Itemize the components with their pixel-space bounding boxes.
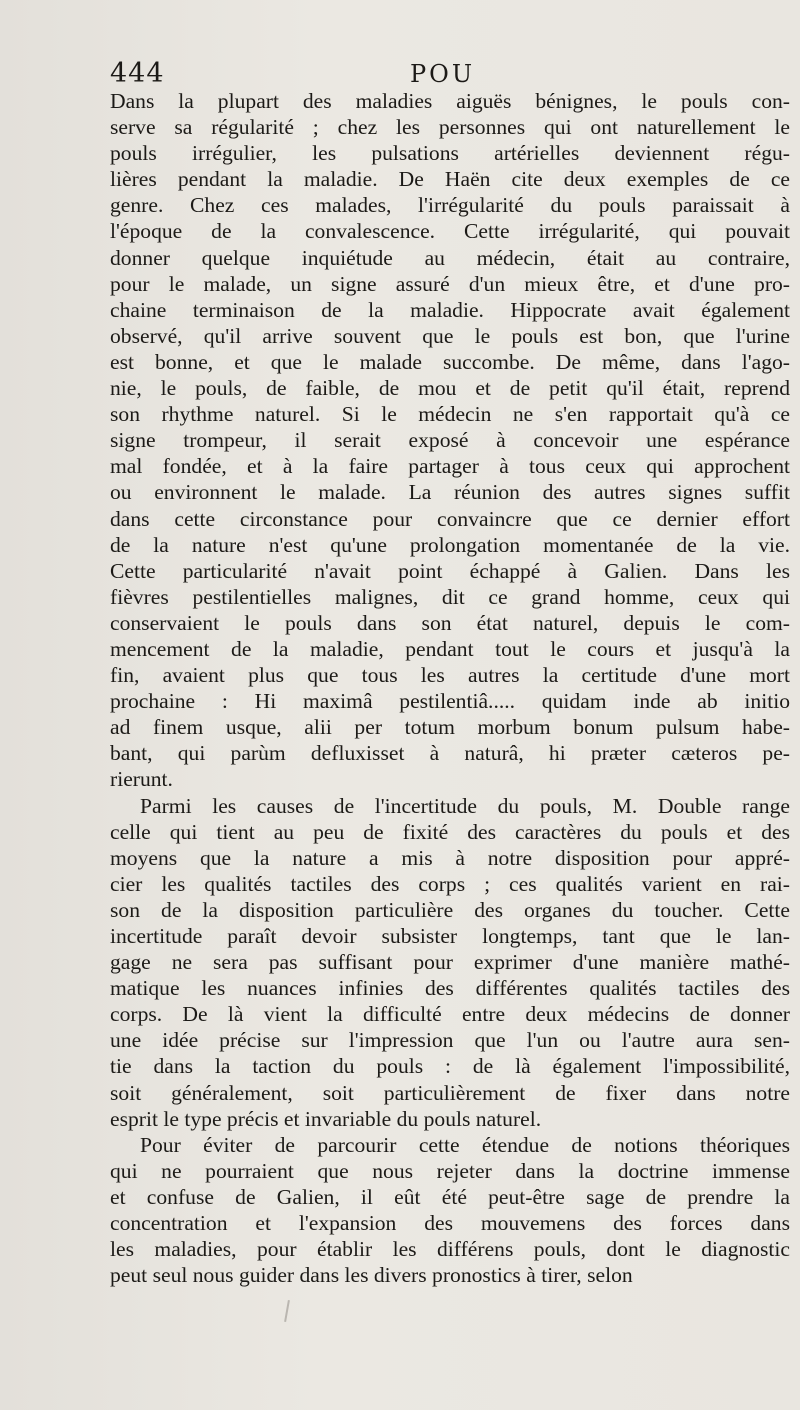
text-line: ou environnent le malade. La réunion des autres signes suffit (110, 480, 790, 505)
paragraph (110, 1132, 790, 1289)
text-line: esprit le type précis et invariable du pouls naturel. (110, 1106, 542, 1131)
text-line: rierunt. (110, 767, 173, 792)
text-line: fièvres pestilentielles malignes, dit ce grand homme, ceux qui (110, 584, 790, 609)
text-line: Dans la plupart des maladies aiguës bénignes, le pouls con- (110, 89, 790, 113)
text-line: les maladies, pour établir les différens pouls, dont le diagnostic (110, 1237, 790, 1262)
paper-mark (284, 1300, 290, 1322)
text-line: prochaine : Hi maximâ pestilentiâ..... quidam inde ab initio (110, 689, 790, 714)
text-line: son de la disposition particulière des organes du toucher. Cette (110, 897, 790, 922)
text-line: bant, qui parùm defluxisset à naturâ, hi præter cæteros pe- (110, 741, 790, 766)
text-line: chaine terminaison de la maladie. Hippocrate avait également (110, 297, 790, 322)
text-line: concentration et l'expansion des mouvemens des forces dans (110, 1211, 790, 1236)
page-header (110, 58, 790, 90)
paragraph (110, 793, 790, 1132)
text-line: donner quelque inquiétude au médecin, était au contraire, (110, 245, 790, 270)
text-line: fin, avaient plus que tous les autres la certitude d'une mort (110, 663, 790, 688)
text-line: dans cette circonstance pour convaincre que ce dernier effort (110, 506, 790, 531)
text-line: pour le malade, un signe assuré d'un mieux être, et d'une pro- (110, 271, 790, 296)
text-line: Cette particularité n'avait point échappé à Galien. Dans les (110, 558, 790, 583)
text-line: mencement de la maladie, pendant tout le cours et jusqu'à la (110, 636, 790, 661)
text-line: l'époque de la convalescence. Cette irrégularité, qui pouvait (110, 219, 790, 244)
text-line: lières pendant la maladie. De Haën cite deux exemples de ce (110, 167, 790, 192)
page-body (110, 88, 790, 1288)
text-line: tie dans la taction du pouls : de là également l'impossibilité, (110, 1054, 790, 1079)
text-line: corps. De là vient la difficulté entre deux médecins de donner (110, 1002, 790, 1027)
text-line: matique les nuances infinies des différentes qualités tactiles des (110, 976, 790, 1001)
text-line: signe trompeur, il serait exposé à concevoir une espérance (110, 428, 790, 453)
text-line: Parmi les causes de l'incertitude du pouls, M. Double range (140, 793, 790, 818)
text-line: celle qui tient au peu de fixité des caractères du pouls et des (110, 819, 790, 844)
text-line: moyens que la nature a mis à notre disposition pour appré- (110, 845, 790, 870)
paragraph (110, 88, 790, 793)
text-line: de la nature n'est qu'une prolongation momentanée de la vie. (110, 532, 790, 557)
text-line: conservaient le pouls dans son état naturel, depuis le com- (110, 610, 790, 635)
text-line: observé, qu'il arrive souvent que le pouls est bon, que l'urine (110, 323, 790, 348)
text-line: nie, le pouls, de faible, de mou et de petit qu'il était, reprend (110, 376, 790, 401)
page-number: 444 (110, 58, 165, 89)
text-line: incertitude paraît devoir subsister longtemps, tant que le lan- (110, 924, 790, 948)
text-line: une idée précise sur l'impression que l'un ou l'autre aura sen- (110, 1028, 790, 1053)
text-line: serve sa régularité ; chez les personnes qui ont naturellement le (110, 115, 790, 140)
text-line: ad finem usque, alii per totum morbum bonum pulsum habe- (110, 715, 790, 740)
text-line: pouls irrégulier, les pulsations artérielles deviennent régu- (110, 141, 790, 166)
text-line: genre. Chez ces malades, l'irrégularité du pouls paraissait à (110, 193, 790, 218)
text-line: est bonne, et que le malade succombe. De même, dans l'ago- (110, 349, 790, 374)
text-line: mal fondée, et à la faire partager à tous ceux qui approchent (110, 454, 790, 479)
text-line: son rhythme naturel. Si le médecin ne s'en rapportait qu'à ce (110, 402, 790, 427)
text-line: peut seul nous guider dans les divers pronostics à tirer, selon (110, 1263, 633, 1288)
text-line: qui ne pourraient que nous rejeter dans la doctrine immense (110, 1158, 790, 1183)
text-line: soit généralement, soit particulièrement de fixer dans notre (110, 1080, 790, 1105)
text-line: et confuse de Galien, il eût été peut-être sage de prendre la (110, 1184, 790, 1209)
text-line: cier les qualités tactiles des corps ; ces qualités varient en rai- (110, 871, 790, 896)
text-line: Pour éviter de parcourir cette étendue de notions théoriques (140, 1132, 790, 1157)
running-head: POU (410, 60, 476, 88)
text-line: gage ne sera pas suffisant pour exprimer d'une manière mathé- (110, 950, 790, 975)
